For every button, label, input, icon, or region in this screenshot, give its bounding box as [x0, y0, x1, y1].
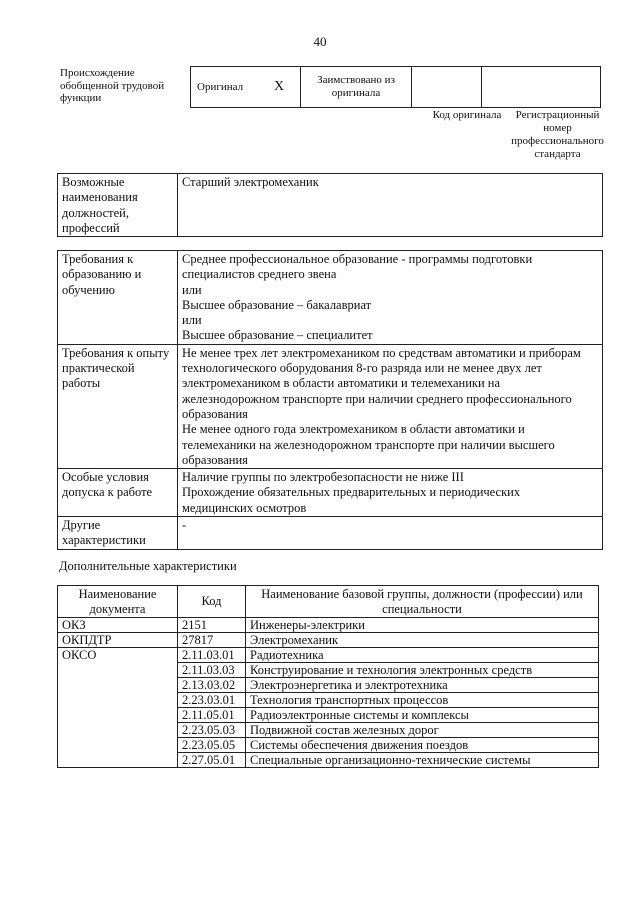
additional-header-row — [58, 586, 599, 618]
requirement-row — [58, 517, 603, 550]
requirements-table — [57, 250, 603, 550]
requirement-line: образования — [182, 452, 248, 467]
table-row — [58, 633, 599, 648]
origin-mark-cell: X — [258, 67, 301, 108]
requirement-line: Наличие группы по электробезопасности не ниже III — [182, 470, 464, 485]
requirement-line: или — [182, 313, 202, 328]
cell-name: Инженеры-электрики — [246, 618, 599, 633]
cell-code: 2.23.05.05 — [178, 738, 246, 753]
cell-code: 27817 — [178, 633, 246, 648]
requirement-line: Высшее образование – специалитет — [182, 328, 373, 343]
cell-document — [58, 663, 178, 678]
cell-document: ОКЗ — [58, 618, 178, 633]
table-row — [58, 618, 599, 633]
reg-caption: Регистрационный номер профессионального стандарта — [511, 109, 604, 160]
cell-document: ОКСО — [58, 648, 178, 663]
table-row — [58, 708, 599, 723]
requirement-line: Не менее одного года электромехаником в области автоматики и — [182, 422, 525, 437]
cell-code: 2.11.03.01 — [178, 648, 246, 663]
requirement-line: Прохождение обязательных предварительных и периодических — [182, 485, 521, 500]
cell-name: Конструирование и технология электронных средств — [246, 663, 599, 678]
cell-code: 2151 — [178, 618, 246, 633]
requirement-line: специалистов среднего звена — [182, 267, 337, 282]
cell-name: Радиоэлектронные системы и комплексы — [246, 708, 599, 723]
positions-value: Старший электромеханик — [178, 174, 603, 237]
additional-table — [57, 585, 599, 768]
header-code: Код — [178, 586, 246, 618]
requirement-line: железнодорожном транспорте при наличии среднего профессионального — [182, 391, 572, 406]
header-document: Наименование документа — [58, 586, 178, 618]
table-row — [58, 678, 599, 693]
cell-code: 2.13.03.02 — [178, 678, 246, 693]
requirement-line: Не менее трех лет электромехаником по средствам автоматики и приборам — [182, 345, 581, 360]
requirement-line: Среднее профессиональное образование - программы подготовки — [182, 252, 533, 266]
cell-name: Электромеханик — [246, 633, 599, 648]
requirement-row — [58, 344, 603, 468]
cell-document — [58, 723, 178, 738]
code-caption: Код оригинала — [432, 109, 502, 121]
page-number: 40 — [313, 34, 327, 49]
requirement-row — [58, 469, 603, 517]
table-row — [58, 693, 599, 708]
origin-original-cell: Оригинал — [191, 67, 259, 108]
table-row — [58, 723, 599, 738]
requirement-value — [178, 251, 603, 345]
cell-document — [58, 678, 178, 693]
origin-code-cell — [412, 67, 482, 108]
table-row — [58, 753, 599, 768]
requirement-line: медицинских осмотров — [182, 500, 307, 515]
requirement-line: технологического оборудования 8-го разряда или не менее двух лет — [182, 361, 542, 376]
cell-document: ОКПДТР — [58, 633, 178, 648]
origin-reg-cell — [482, 67, 601, 108]
positions-label: Возможные наименования должностей, профессий — [58, 174, 178, 237]
cell-document — [58, 708, 178, 723]
cell-code: 2.11.03.03 — [178, 663, 246, 678]
requirement-line: или — [182, 282, 202, 297]
cell-document — [58, 693, 178, 708]
cell-name: Системы обеспечения движения поездов — [246, 738, 599, 753]
origin-table — [190, 66, 601, 108]
requirement-line: электромехаником в области автоматики и телемеханики на — [182, 376, 501, 391]
origin-label: Происхождение обобщенной трудовой функции — [60, 67, 165, 104]
additional-title: Дополнительные характеристики — [59, 559, 237, 573]
requirement-label: Особые условия допуска к работе — [58, 469, 178, 517]
origin-borrowed-cell: Заимствовано из оригинала — [301, 67, 412, 108]
requirement-row — [58, 251, 603, 345]
table-row — [58, 648, 599, 663]
cell-name: Электроэнергетика и электротехника — [246, 678, 599, 693]
table-row — [58, 738, 599, 753]
requirement-line: - — [182, 518, 187, 533]
cell-code: 2.11.05.01 — [178, 708, 246, 723]
cell-code: 2.23.03.01 — [178, 693, 246, 708]
requirement-line: образования — [182, 406, 248, 421]
positions-table — [57, 173, 603, 237]
table-row — [58, 663, 599, 678]
cell-name: Подвижной состав железных дорог — [246, 723, 599, 738]
requirement-line: Высшее образование – бакалавриат — [182, 297, 372, 312]
requirement-label: Требования к образованию и обучению — [58, 251, 178, 345]
cell-code: 2.27.05.01 — [178, 753, 246, 768]
requirement-value — [178, 469, 603, 517]
requirement-label: Требования к опыту практической работы — [58, 344, 178, 468]
cell-document — [58, 738, 178, 753]
requirement-value — [178, 517, 603, 550]
requirement-label: Другие характеристики — [58, 517, 178, 550]
requirement-line: телемеханики на железнодорожном транспорте при наличии высшего — [182, 437, 555, 452]
cell-document — [58, 753, 178, 768]
cell-name: Технология транспортных процессов — [246, 693, 599, 708]
cell-name: Радиотехника — [246, 648, 599, 663]
cell-name: Специальные организационно-технические системы — [246, 753, 599, 768]
cell-code: 2.23.05.03 — [178, 723, 246, 738]
requirement-value — [178, 344, 603, 468]
header-name: Наименование базовой группы, должности (профессии) или специальности — [246, 586, 599, 618]
